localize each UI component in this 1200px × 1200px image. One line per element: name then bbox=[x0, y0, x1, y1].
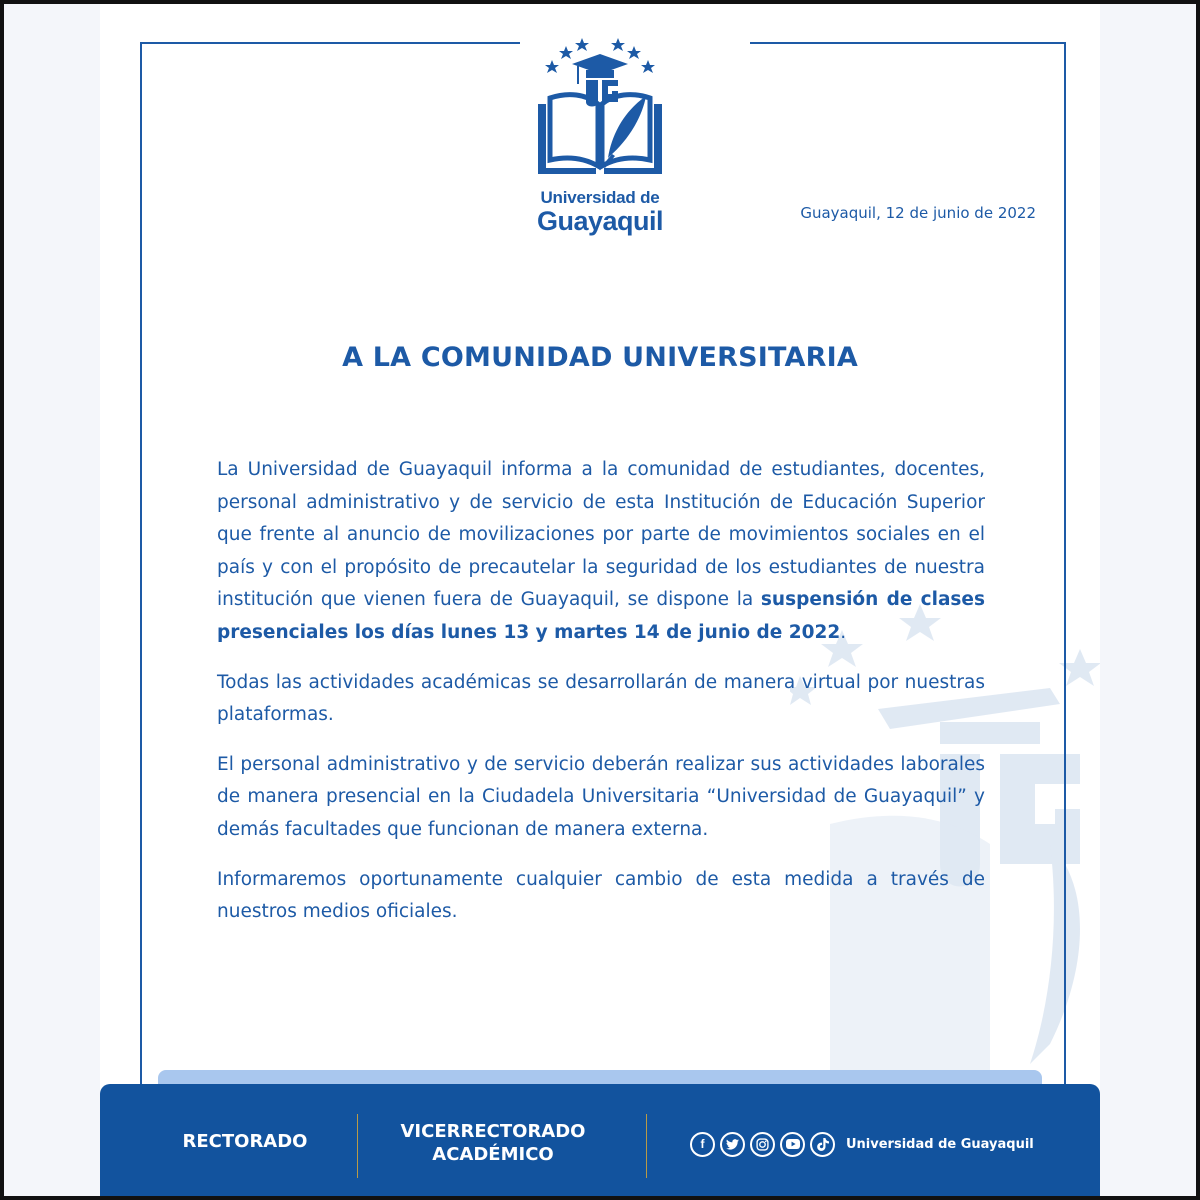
footer-rectorado: RECTORADO bbox=[182, 1131, 308, 1152]
university-emblem-icon bbox=[530, 32, 670, 182]
footer-vicerrectorado bbox=[378, 1120, 608, 1166]
footer-separator bbox=[357, 1114, 358, 1178]
logo-text-line1: Universidad de bbox=[540, 188, 660, 207]
paragraph-1 bbox=[217, 454, 985, 650]
footer-vicerrectorado-line1: VICERRECTORADO bbox=[400, 1121, 586, 1142]
tiktok-icon[interactable] bbox=[810, 1132, 835, 1157]
footer-separator bbox=[646, 1114, 647, 1178]
frame-line-top-right bbox=[750, 42, 1066, 44]
instagram-icon[interactable] bbox=[750, 1132, 775, 1157]
social-links bbox=[690, 1131, 1034, 1157]
paragraph-1-highlight: suspensión de clases presenciales los días lunes 13 y martes 14 de junio de 2022 bbox=[217, 589, 985, 643]
letter-page bbox=[100, 4, 1100, 1196]
letter-date: Guayaquil, 12 de junio de 2022 bbox=[800, 204, 1036, 222]
frame-line-left bbox=[140, 42, 142, 1092]
logo-text-line2: Guayaquil bbox=[536, 206, 664, 236]
university-logo bbox=[530, 32, 670, 242]
paragraph-1-text: La Universidad de Guayaquil informa a la comunidad de estudiantes, docentes, personal administrativo y de servicio de esta Institución de Educación Superior que frente al anuncio de movilizaciones por parte de movimientos sociales en el país y con el propósito de precautelar la seguridad de los estudiantes de nuestra institución que vienen fuera de Guayaquil, se dispone la bbox=[217, 459, 985, 611]
footer bbox=[100, 1084, 1100, 1196]
paragraph-3: El personal administrativo y de servicio deberán realizar sus actividades laborales de manera presencial en la Ciudadela Universitaria “Universidad de Guayaquil” y demás facultades que funcionan de manera externa. bbox=[217, 753, 985, 840]
facebook-icon[interactable]: f bbox=[690, 1132, 715, 1157]
paragraph-4: Informaremos oportunamente cualquier cambio de esta medida a través de nuestros medios oficiales. bbox=[217, 868, 985, 923]
paragraph-2: Todas las actividades académicas se desarrollarán de manera virtual por nuestras plataformas. bbox=[217, 671, 985, 726]
social-handle: Universidad de Guayaquil bbox=[846, 1136, 1034, 1152]
youtube-icon[interactable] bbox=[780, 1132, 805, 1157]
twitter-icon[interactable] bbox=[720, 1132, 745, 1157]
letter-body bbox=[217, 454, 985, 946]
footer-vicerrectorado-line2: ACADÉMICO bbox=[432, 1144, 554, 1165]
paragraph-1-end: . bbox=[840, 621, 847, 643]
frame-line-top-left bbox=[140, 42, 520, 44]
page-title: A LA COMUNIDAD UNIVERSITARIA bbox=[342, 342, 858, 373]
